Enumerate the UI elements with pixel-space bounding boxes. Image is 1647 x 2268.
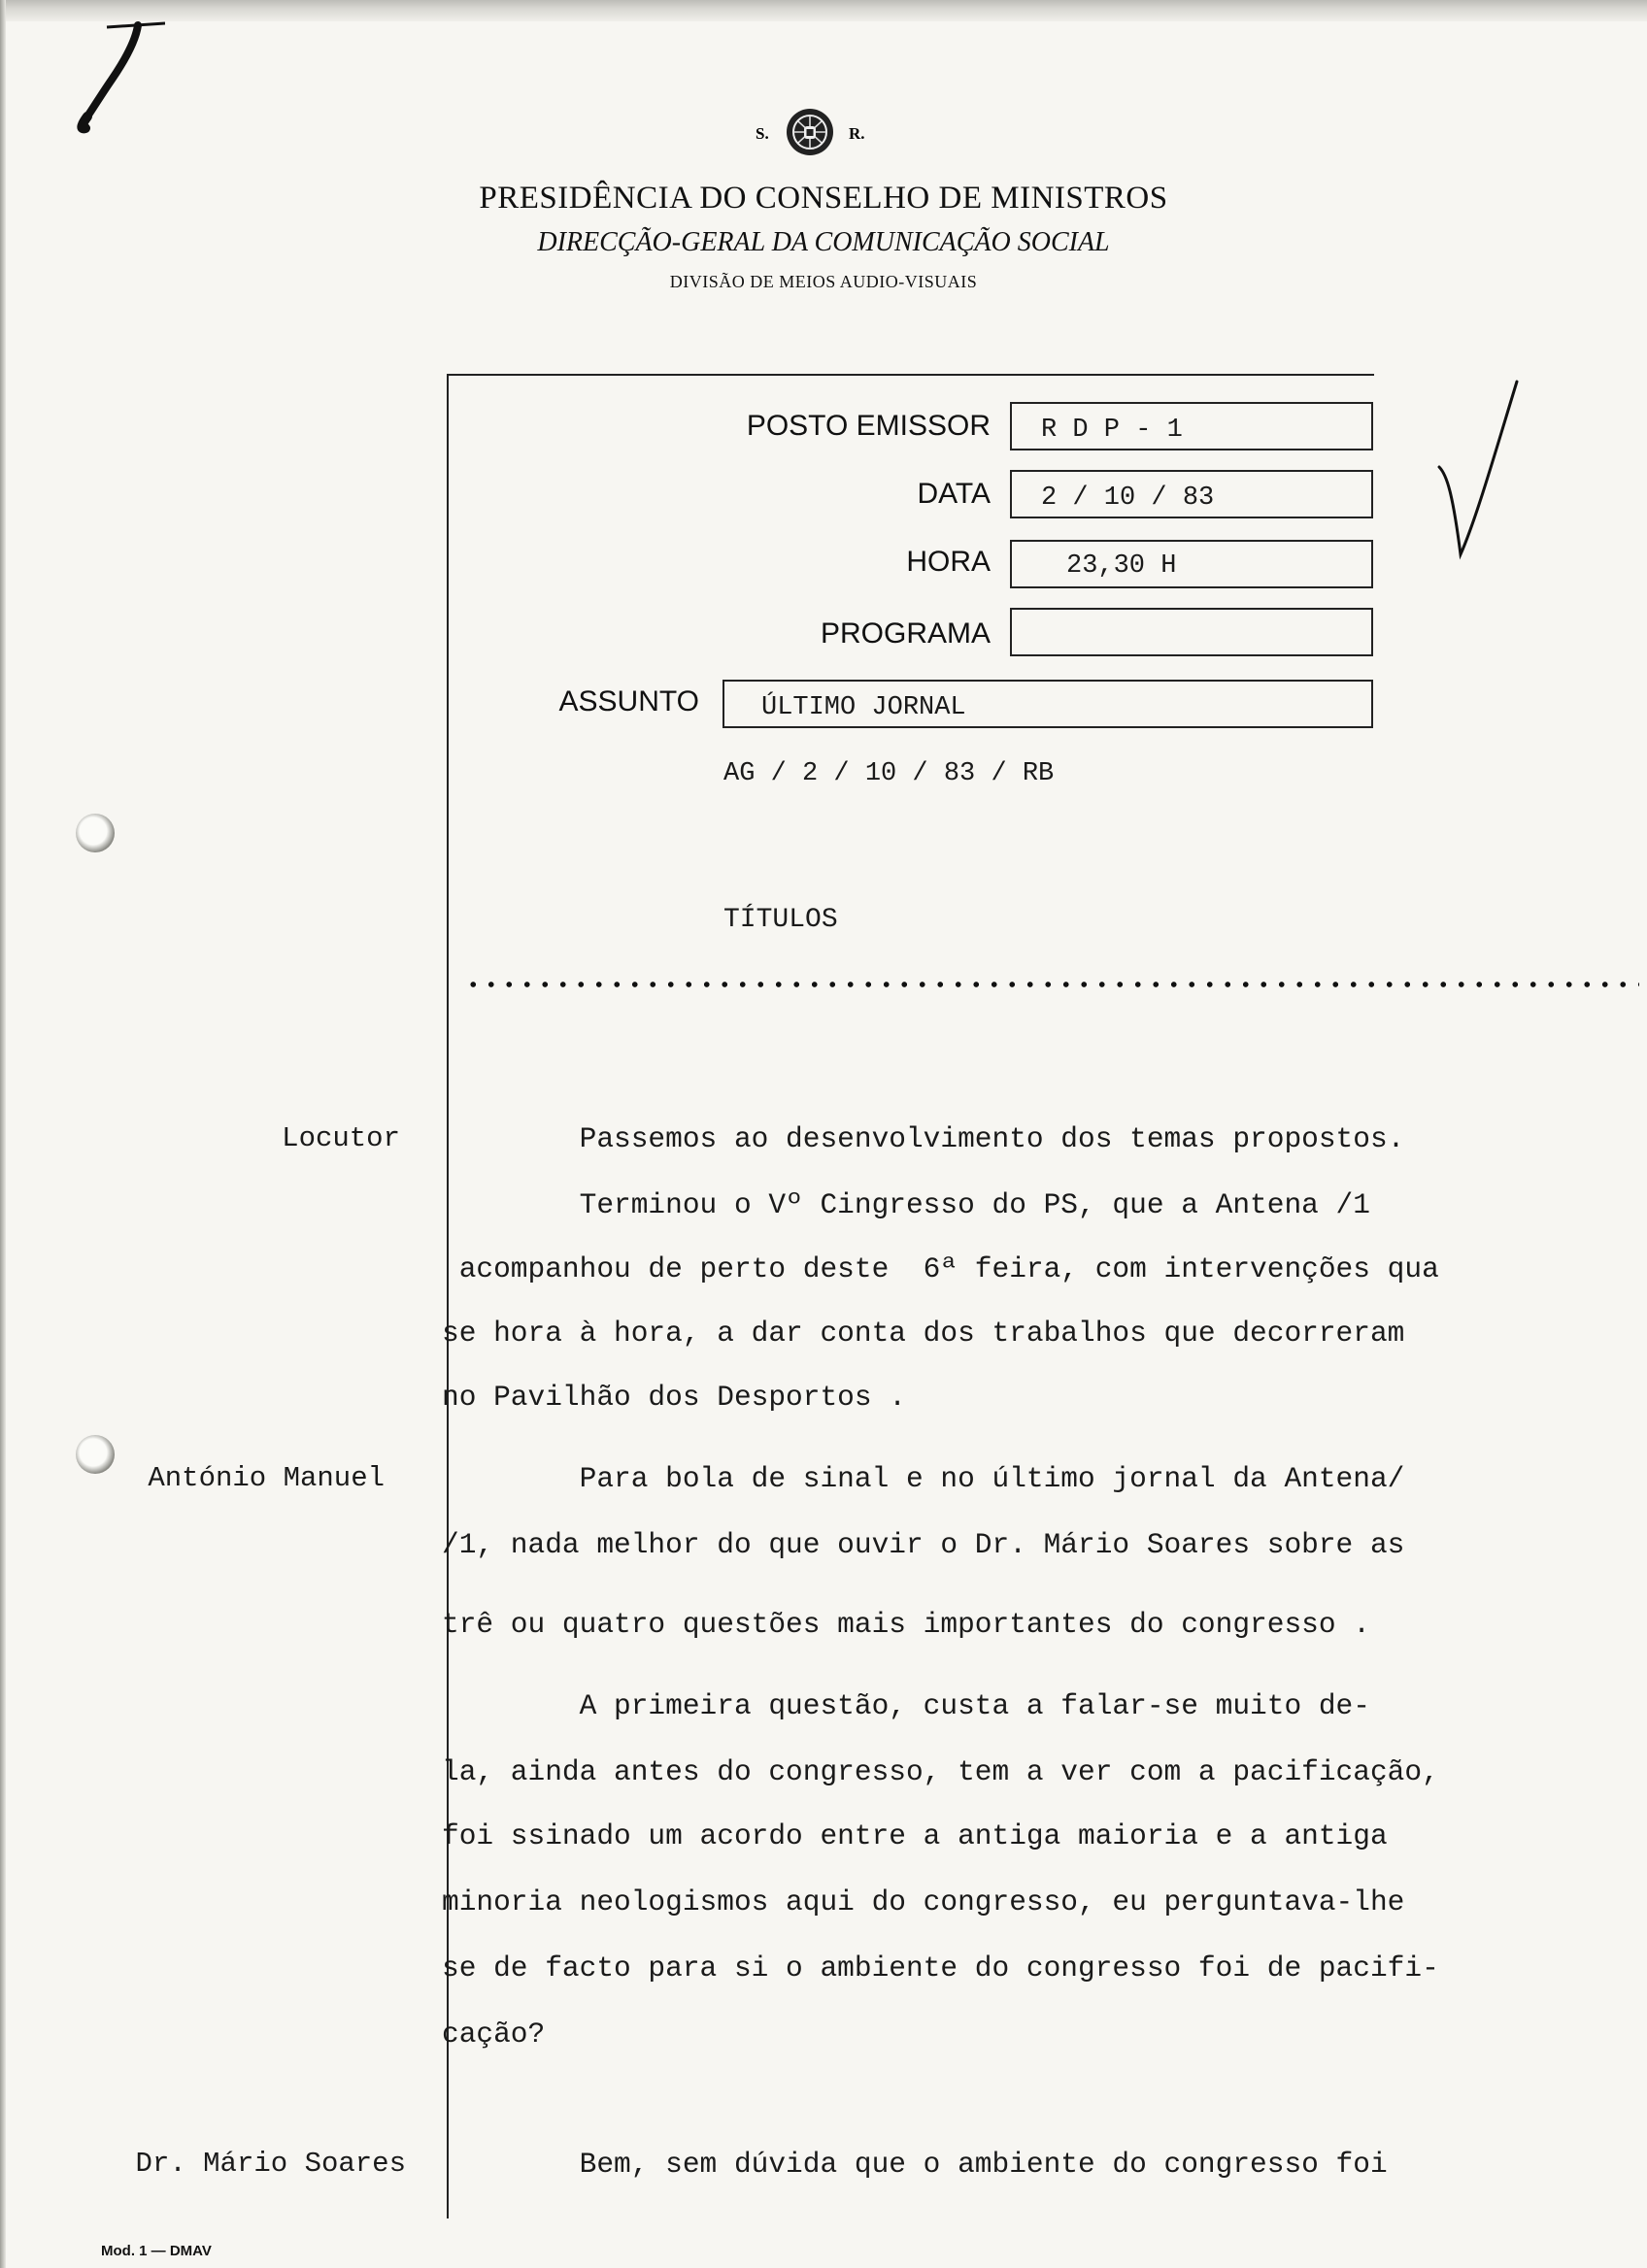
hora-value: 23,30 H — [1066, 551, 1177, 581]
hora-field — [1010, 540, 1373, 588]
punch-hole — [76, 1435, 115, 1474]
transcript-line: trê ou quatro questões mais importantes do congresso . — [442, 1608, 1370, 1641]
speaker-antonio-manuel: António Manuel — [148, 1462, 385, 1494]
speaker-locutor: Locutor — [282, 1122, 400, 1154]
data-label: DATA — [917, 478, 991, 510]
hora-label: HORA — [906, 546, 991, 578]
seal-letter-r: R. — [849, 124, 865, 143]
transcript-line: Para bola de sinal e no último jornal da Antena/ — [442, 1462, 1405, 1495]
letterhead-subtitle: DIRECÇÃO-GERAL DA COMUNICAÇÃO SOCIAL — [537, 227, 1110, 257]
reference-code: AG / 2 / 10 / 83 / RB — [723, 759, 1055, 788]
punch-hole — [76, 814, 115, 852]
transcript-line: no Pavilhão dos Desportos . — [442, 1381, 906, 1414]
transcript-line: cação? — [442, 2018, 546, 2051]
speaker-mario-soares: Dr. Mário Soares — [135, 2148, 406, 2180]
posto-emissor-label: POSTO EMISSOR — [746, 410, 991, 442]
form-model-code: Mod. 1 — DMAV — [101, 2243, 212, 2259]
transcript-line: Passemos ao desenvolvimento dos temas propostos. — [442, 1122, 1405, 1155]
letterhead-title: PRESIDÊNCIA DO CONSELHO DE MINISTROS — [479, 181, 1168, 216]
transcript-line: se hora à hora, a dar conta dos trabalhos que decorreram — [442, 1317, 1405, 1350]
data-value: 2 / 10 / 83 — [1041, 484, 1215, 513]
section-heading: TÍTULOS — [723, 905, 838, 935]
seal-letter-s: S. — [756, 124, 769, 143]
transcript-line: /1, nada melhor do que ouvir o Dr. Mário Soares sobre as — [442, 1528, 1405, 1561]
transcript-line: minoria neologismos aqui do congresso, eu perguntava-lhe — [442, 1885, 1405, 1918]
transcript-line: foi ssinado um acordo entre a antiga maioria e a antiga — [442, 1819, 1388, 1852]
check-mark-icon — [1428, 374, 1544, 568]
scan-top-edge — [0, 0, 1647, 21]
programa-label: PROGRAMA — [820, 617, 991, 650]
posto-emissor-value: R D P - 1 — [1041, 416, 1183, 445]
transcript-line: Bem, sem dúvida que o ambiente do congresso foi — [442, 2148, 1388, 2181]
transcript-line: se de facto para si o ambiente do congresso foi de pacifi- — [442, 1951, 1439, 1984]
programa-field — [1010, 608, 1373, 656]
transcript-line: la, ainda antes do congresso, tem a ver com a pacificação, — [442, 1755, 1439, 1788]
scan-left-edge — [0, 0, 6, 2268]
assunto-value: ÚLTIMO JORNAL — [761, 693, 966, 722]
transcript-line: Terminou o Vº Cingresso do PS, que a Antena /1 — [442, 1188, 1370, 1221]
transcript-line: acompanhou de perto deste 6ª feira, com intervenções qua — [442, 1252, 1439, 1285]
corner-pen-mark — [68, 19, 165, 136]
assunto-label: ASSUNTO — [558, 685, 699, 717]
margin-rule — [447, 374, 449, 2218]
letterhead-division: DIVISÃO DE MEIOS AUDIO-VISUAIS — [669, 272, 978, 291]
form-top-rule — [447, 374, 1374, 376]
dotted-separator — [464, 979, 1639, 990]
republic-seal-icon — [785, 107, 835, 157]
transcript-line: A primeira questão, custa a falar-se muito de- — [442, 1689, 1370, 1722]
